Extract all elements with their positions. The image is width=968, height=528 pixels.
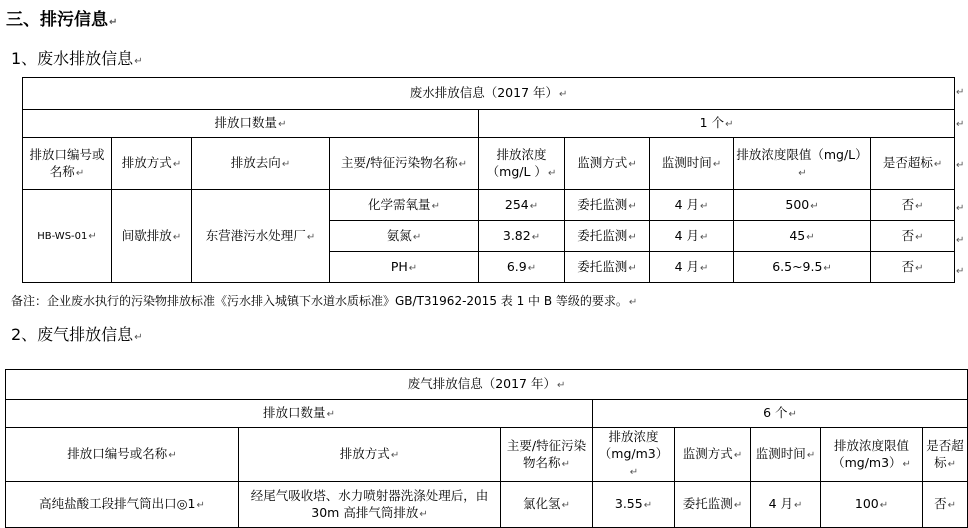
- monitor-method-cell: 委托监测↵: [565, 190, 650, 221]
- discharge-mode: 经尾气吸收塔、水力喷射器洗涤处理后，由 30m 高排气筒排放↵: [239, 482, 501, 528]
- row-end-mark-icon: ↵: [956, 266, 965, 277]
- header-cell: 排放口编号或名称↵: [6, 428, 239, 482]
- exceed-cell: 否↵: [871, 190, 955, 221]
- monitor-method-cell: 委托监测↵: [565, 252, 650, 283]
- header-cell: 是否超标↵: [871, 138, 955, 190]
- limit-cell: 500↵: [734, 190, 871, 221]
- paragraph-mark-icon: ↵: [628, 297, 638, 308]
- pollutant-cell: PH↵: [330, 252, 479, 283]
- outlet-count-value: 6 个↵: [593, 400, 968, 428]
- header-cell: 排放去向↵: [192, 138, 330, 190]
- outlet-count-label: 排放口数量↵: [23, 110, 479, 138]
- header-cell: 是否超标↵: [923, 428, 968, 482]
- table-row: [6, 482, 968, 528]
- limit-cell: 45↵: [734, 221, 871, 252]
- row-end-mark-icon: ↵: [956, 235, 965, 246]
- monitor-time-cell: 4 月↵: [650, 190, 734, 221]
- table-header-row: [23, 138, 955, 190]
- monitor-method-cell: 委托监测↵: [565, 221, 650, 252]
- concentration-cell: 3.55↵: [593, 482, 675, 528]
- limit-cell: 6.5~9.5↵: [734, 252, 871, 283]
- header-cell: 排放浓度限值（mg/m3）↵: [821, 428, 923, 482]
- wastegas-heading: 2、废气排放信息↵: [11, 325, 143, 344]
- outlet-count-label: 排放口数量↵: [6, 400, 593, 428]
- limit-cell: 100↵: [821, 482, 923, 528]
- monitor-time-cell: 4 月↵: [650, 252, 734, 283]
- wastewater-heading: 1、废水排放信息↵: [11, 49, 143, 68]
- table-row: [6, 370, 968, 400]
- header-cell: 监测方式↵: [565, 138, 650, 190]
- outlet-count-value: 1 个↵: [479, 110, 955, 138]
- header-cell: 排放口编号或名称↵: [23, 138, 112, 190]
- row-end-mark-icon: ↵: [956, 160, 965, 171]
- row-end-mark-icon: ↵: [956, 87, 965, 98]
- pollutant-cell: 氨氮↵: [330, 221, 479, 252]
- wastegas-table: [5, 369, 968, 528]
- wastewater-note: 备注：企业废水执行的污染物排放标准《污水排入城镇下水道水质标准》GB/T31962-2015 表 1 中 B 等级的要求。↵: [11, 294, 638, 308]
- monitor-time-cell: 4 月↵: [650, 221, 734, 252]
- header-cell: 排放方式↵: [239, 428, 501, 482]
- header-cell: 排放浓度（mg/L ）↵: [479, 138, 565, 190]
- concentration-cell: 3.82↵: [479, 221, 565, 252]
- exceed-cell: 否↵: [871, 221, 955, 252]
- header-cell: 排放浓度（mg/m3）↵: [593, 428, 675, 482]
- exceed-cell: 否↵: [871, 252, 955, 283]
- header-cell: 排放浓度限值（mg/L）↵: [734, 138, 871, 190]
- pollutant-cell: 化学需氧量↵: [330, 190, 479, 221]
- table-row: [23, 78, 955, 110]
- paragraph-mark-icon: ↵: [134, 56, 143, 67]
- header-cell: 监测时间↵: [650, 138, 734, 190]
- table-header-row: [6, 428, 968, 482]
- header-cell: 主要/特征污染物名称↵: [501, 428, 593, 482]
- concentration-cell: 6.9↵: [479, 252, 565, 283]
- discharge-mode: 间歇排放↵: [112, 190, 192, 283]
- section-title: 三、排污信息↵: [6, 10, 118, 30]
- outlet-name: HB-WS-01↵: [23, 190, 112, 283]
- monitor-method-cell: 委托监测↵: [675, 482, 751, 528]
- header-cell: 排放方式↵: [112, 138, 192, 190]
- table-row: [6, 400, 968, 428]
- discharge-destination: 东营港污水处理厂↵: [192, 190, 330, 283]
- paragraph-mark-icon: ↵: [134, 332, 143, 343]
- header-cell: 主要/特征污染物名称↵: [330, 138, 479, 190]
- monitor-time-cell: 4 月↵: [751, 482, 821, 528]
- wastewater-table: [22, 77, 955, 283]
- table-row: [23, 110, 955, 138]
- row-end-mark-icon: ↵: [956, 203, 965, 214]
- table-row: [23, 190, 955, 221]
- header-cell: 监测时间↵: [751, 428, 821, 482]
- table-title: 废水排放信息（2017 年）↵: [23, 78, 955, 110]
- outlet-name: 高纯盐酸工段排气筒出口◎1↵: [6, 482, 239, 528]
- header-cell: 监测方式↵: [675, 428, 751, 482]
- paragraph-mark-icon: ↵: [109, 17, 118, 28]
- row-end-mark-icon: ↵: [956, 119, 965, 130]
- concentration-cell: 254↵: [479, 190, 565, 221]
- table-title: 废气排放信息（2017 年）↵: [6, 370, 968, 400]
- pollutant-cell: 氯化氢↵: [501, 482, 593, 528]
- exceed-cell: 否↵: [923, 482, 968, 528]
